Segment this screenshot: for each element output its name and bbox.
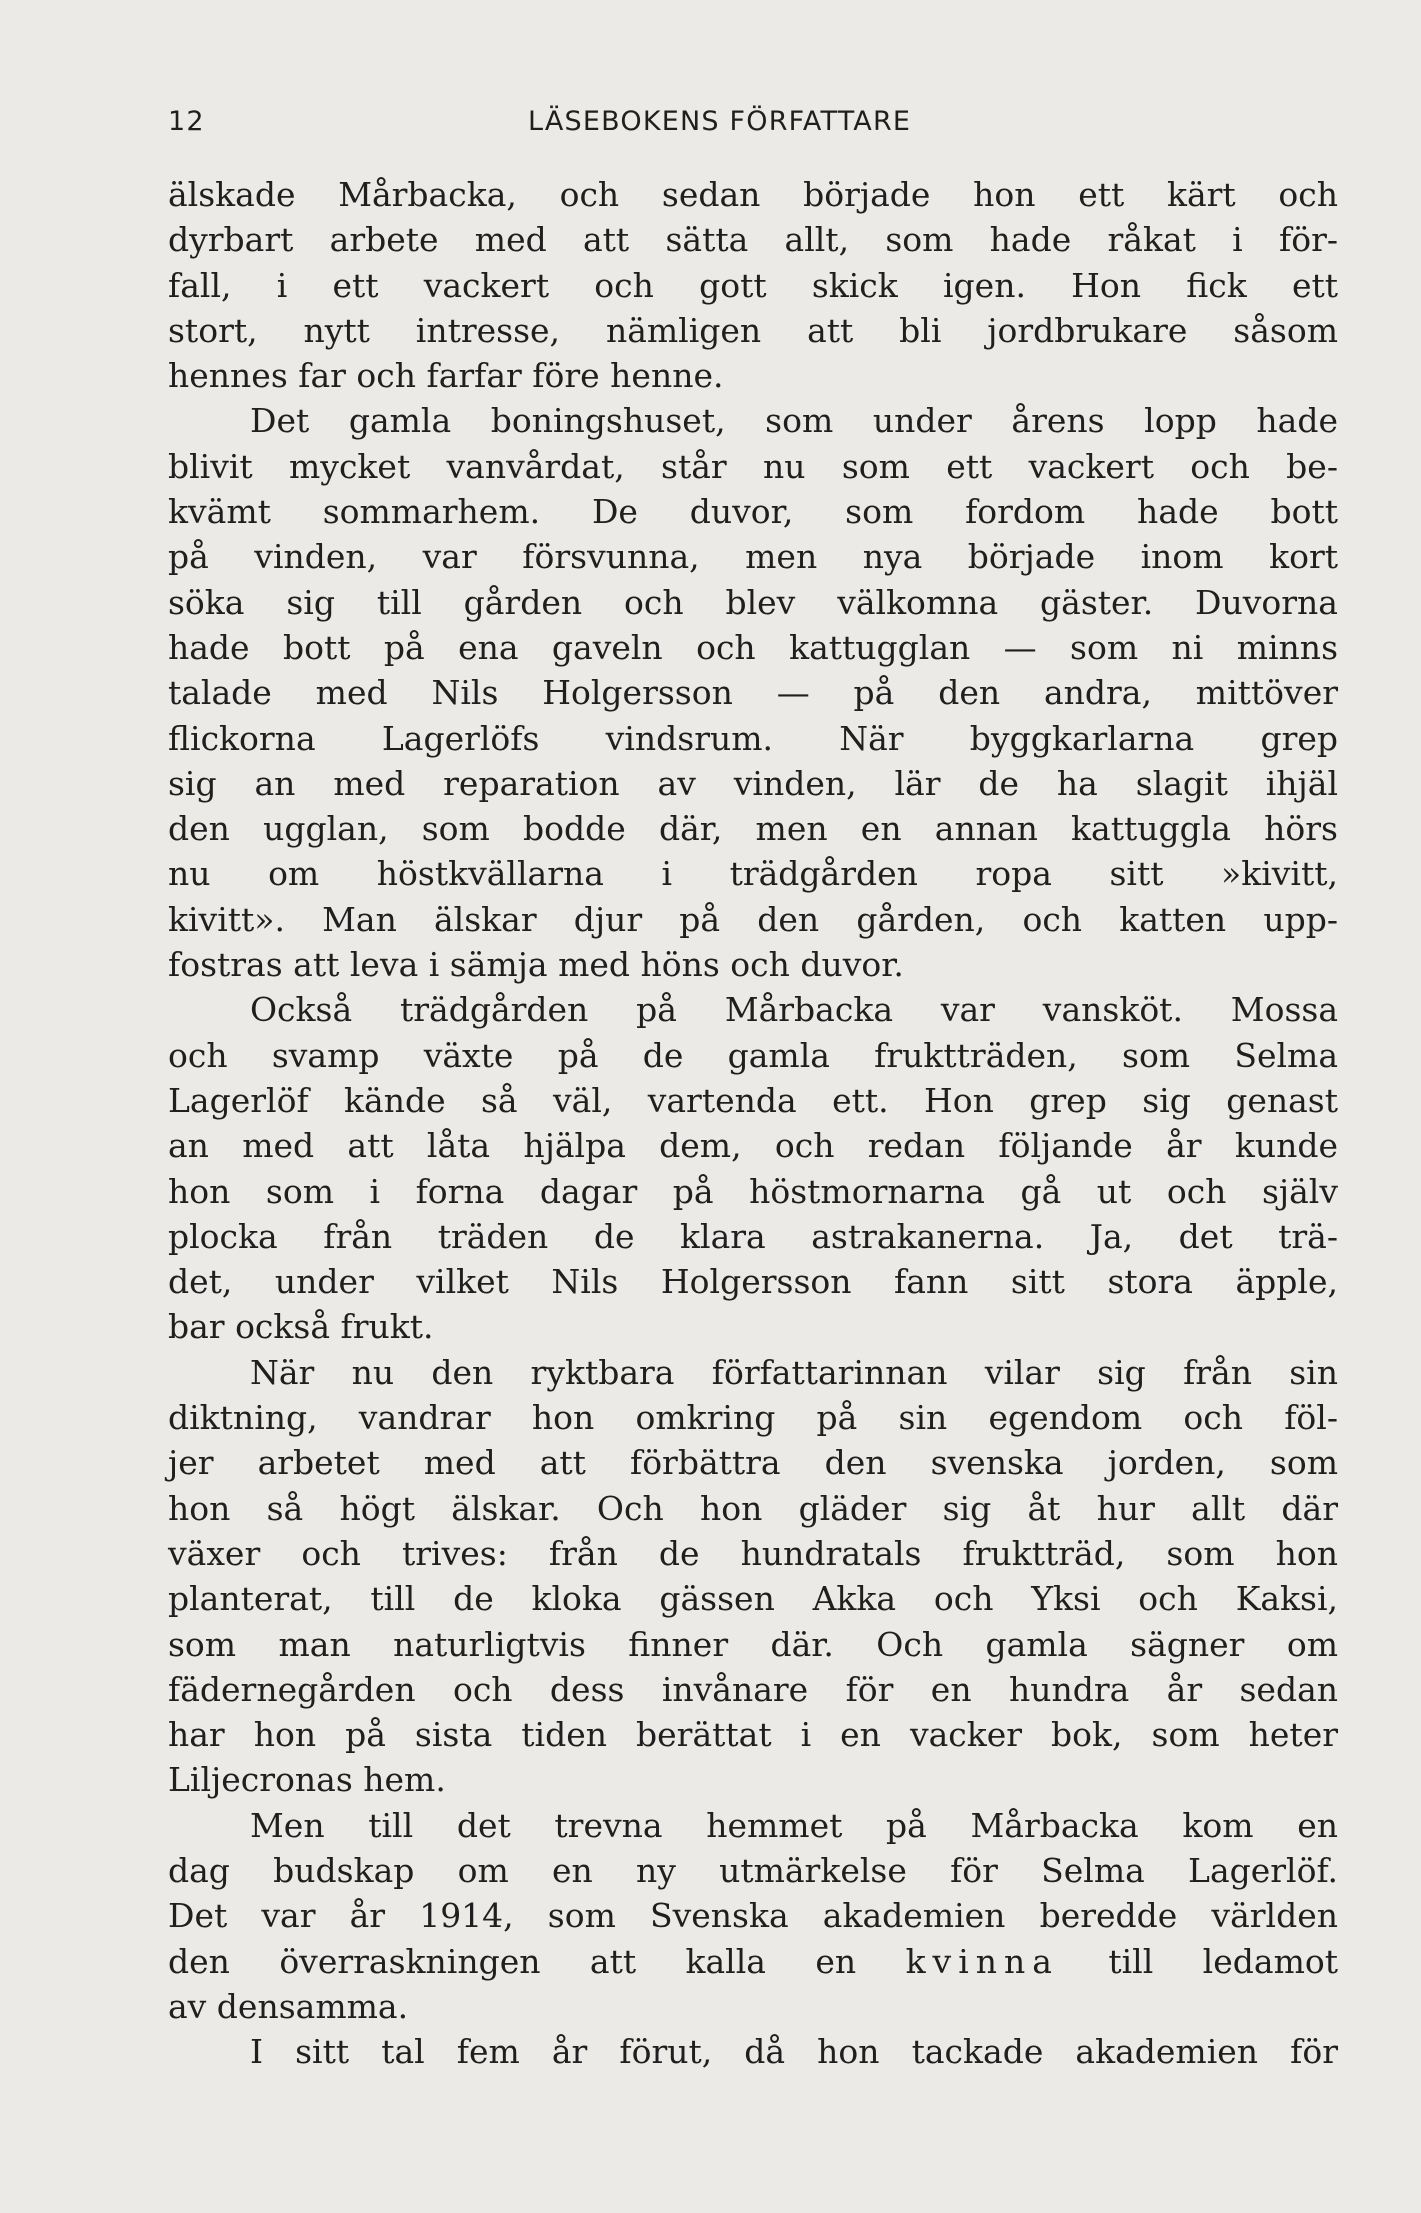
text-line: kivitt». Man älskar djur på den gården, och katten upp-	[168, 899, 1338, 939]
text-line: har hon på sista tiden berättat i en vacker bok, som heter	[168, 1715, 1338, 1755]
page-number: 12	[168, 106, 205, 137]
text-line: nu om höstkvällarna i trädgården ropa sitt »kivitt,	[168, 854, 1338, 894]
text-line: fall, i ett vackert och gott skick igen. Hon fick ett	[168, 265, 1338, 305]
spaced-emphasis: kvinna	[905, 1941, 1059, 1981]
text-line: I sitt tal fem år förut, då hon tackade akademien för	[250, 2032, 1338, 2072]
text-line: När nu den ryktbara författarinnan vilar sig från sin	[250, 1352, 1338, 1392]
text-line: och svamp växte på de gamla fruktträden, som Selma	[168, 1035, 1338, 1075]
text-line: talade med Nils Holgersson — på den andra, mittöver	[168, 673, 1338, 713]
text-line: plocka från träden de klara astrakanerna. Ja, det trä-	[168, 1216, 1338, 1256]
text-line: planterat, till de kloka gässen Akka och Yksi och Kaksi,	[168, 1579, 1338, 1619]
text-line: an med att låta hjälpa dem, och redan följande år kunde	[168, 1126, 1338, 1166]
text-line: diktning, vandrar hon omkring på sin egendom och föl-	[168, 1398, 1338, 1438]
text-line: som man naturligtvis finner där. Och gamla sägner om	[168, 1624, 1338, 1664]
text-line: Men till det trevna hemmet på Mårbacka kom en	[250, 1805, 1338, 1845]
text-line: hon så högt älskar. Och hon gläder sig åt hur allt där	[168, 1488, 1338, 1528]
text-line: fostras att leva i sämja med höns och duvor.	[168, 945, 904, 985]
text-line: Det var år 1914, som Svenska akademien beredde världen	[168, 1896, 1338, 1936]
text-line: sig an med reparation av vinden, lär de ha slagit ihjäl	[168, 763, 1338, 803]
text-line: hade bott på ena gaveln och kattugglan — som ni minns	[168, 627, 1338, 667]
text-line: dag budskap om en ny utmärkelse för Selma Lagerlöf.	[168, 1850, 1338, 1890]
text-line: hon som i forna dagar på höstmornarna gå ut och själv	[168, 1171, 1338, 1211]
text-line: det, under vilket Nils Holgersson fann sitt stora äpple,	[168, 1262, 1338, 1302]
text-line: Liljecronas hem.	[168, 1760, 446, 1800]
text-line: jer arbetet med att förbättra den svenska jorden, som	[168, 1443, 1338, 1483]
text-line: bar också frukt.	[168, 1307, 434, 1347]
text-line: hennes far och farfar före henne.	[168, 356, 724, 396]
text-line: fädernegården och dess invånare för en hundra år sedan	[168, 1669, 1338, 1709]
body-text	[168, 172, 1338, 2074]
text-line: dyrbart arbete med att sätta allt, som hade råkat i för-	[168, 220, 1338, 260]
text-line: kvämt sommarhem. De duvor, som fordom hade bott	[168, 492, 1338, 532]
text-line: stort, nytt intresse, nämligen att bli jordbrukare såsom	[168, 310, 1338, 350]
text-line: flickorna Lagerlöfs vindsrum. När byggkarlarna grep	[168, 718, 1338, 758]
text-line: Lagerlöf kände så väl, vartenda ett. Hon grep sig genast	[168, 1080, 1338, 1120]
text-line: växer och trives: från de hundratals fruktträd, som hon	[168, 1533, 1338, 1573]
text-line: älskade Mårbacka, och sedan började hon ett kärt och	[168, 175, 1338, 214]
text-segment: till ledamot	[1058, 1941, 1338, 1981]
text-segment: den överraskningen att kalla en	[168, 1941, 906, 1981]
text-line	[168, 1939, 1338, 1984]
running-head	[168, 106, 1338, 146]
text-line: den ugglan, som bodde där, men en annan kattuggla hörs	[168, 809, 1338, 849]
text-line: söka sig till gården och blev välkomna gäster. Duvorna	[168, 582, 1338, 622]
text-line: blivit mycket vanvårdat, står nu som ett vackert och be-	[168, 446, 1338, 486]
running-title: LÄSEBOKENS FÖRFATTARE	[528, 106, 912, 137]
text-line: på vinden, var försvunna, men nya började inom kort	[168, 537, 1338, 577]
text-line: av densamma.	[168, 1986, 409, 2026]
text-line: Det gamla boningshuset, som under årens lopp hade	[250, 401, 1338, 441]
text-line: Också trädgården på Mårbacka var vansköt. Mossa	[250, 990, 1338, 1030]
